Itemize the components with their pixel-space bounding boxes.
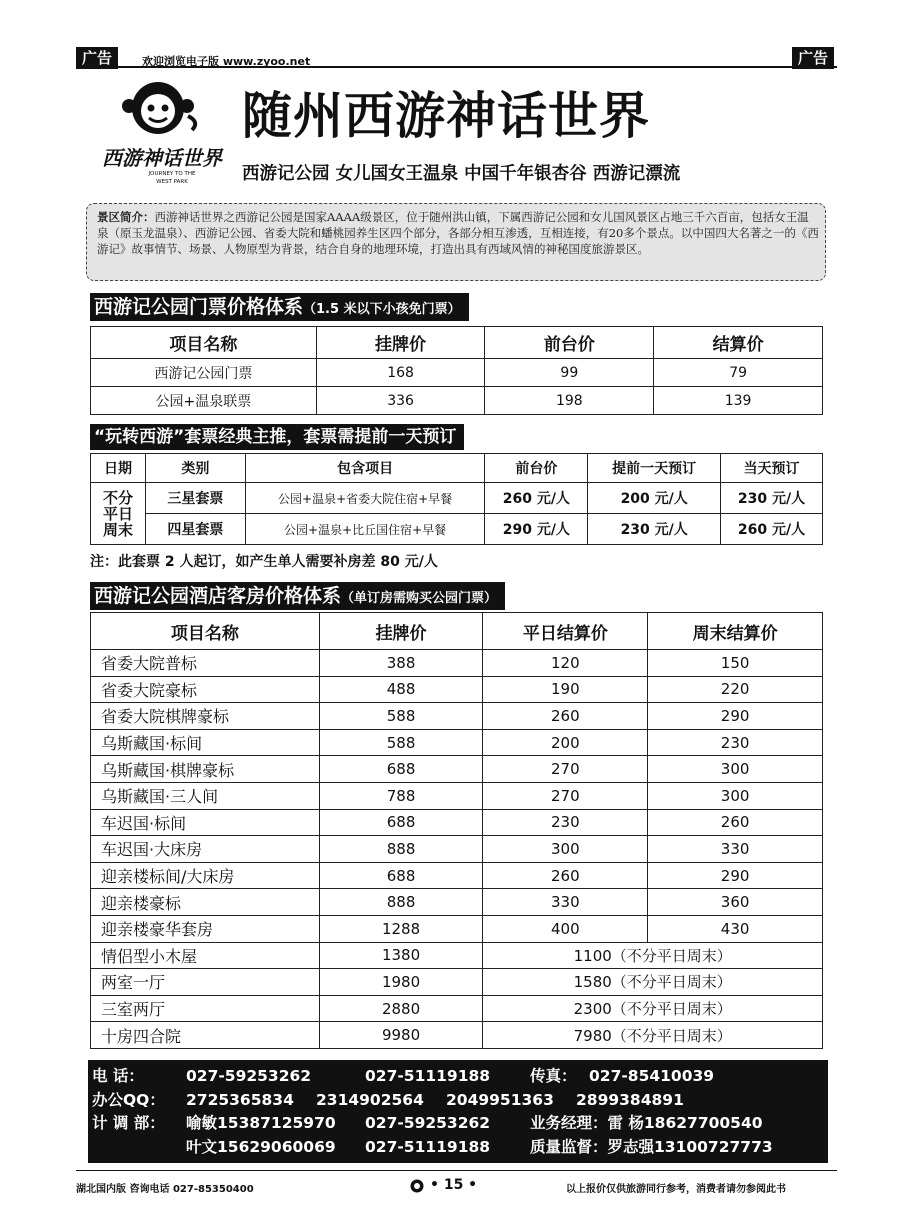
table-row	[91, 889, 823, 916]
price-cell: 330	[483, 889, 648, 916]
park-logo	[96, 78, 224, 190]
dispatch-phone-1[interactable]: 027-59253262	[365, 1114, 491, 1132]
dispatch-contact-2[interactable]: 叶文15629060069	[186, 1137, 336, 1156]
price-cell: 290	[648, 862, 823, 889]
package-table	[90, 453, 823, 545]
site-url[interactable]: 欢迎浏览电子版 www.zyoo.net	[142, 55, 311, 68]
intro-box	[86, 203, 826, 281]
ticket-table	[90, 326, 823, 415]
price-cell: 9980	[319, 1022, 483, 1049]
table-row	[91, 862, 823, 889]
contact-row-phone	[92, 1065, 828, 1089]
price-cell: 2880	[319, 995, 483, 1022]
price-cell: 2300（不分平日周末）	[483, 995, 823, 1022]
price-cell: 230	[483, 809, 648, 836]
room-name-cell: 乌斯藏国·三人间	[91, 782, 320, 809]
hotel-title: 西游记公园酒店客房价格体系	[94, 585, 342, 607]
package-section-title: “玩转西游”套票经典主推，套票需提前一天预订	[90, 424, 464, 450]
quality-supervisor[interactable]: 质量监督：罗志强13100727773	[530, 1137, 773, 1156]
room-name-cell: 省委大院棋牌豪标	[91, 703, 320, 730]
header-cell: 提前一天预订	[588, 454, 721, 483]
table-cell: 168	[316, 359, 485, 387]
business-manager[interactable]: 业务经理：雷 杨18627700540	[530, 1114, 763, 1132]
table-cell: 三星套票	[145, 483, 245, 514]
footer-left: 湖北国内版 咨询电话 027-85350400	[76, 1184, 254, 1195]
room-name-cell: 十房四合院	[91, 1022, 320, 1049]
qq-number-3[interactable]: 2049951363	[446, 1090, 554, 1109]
table-row	[91, 756, 823, 783]
price-cell: 150	[648, 650, 823, 677]
table-row	[91, 969, 823, 996]
ticket-note: （1.5 米以下小孩免门票）	[303, 302, 461, 317]
table-cell: 230 元/人	[721, 483, 823, 514]
header-cell: 类别	[145, 454, 245, 483]
qq-number-1[interactable]: 2725365834	[186, 1090, 294, 1109]
header-cell: 前台价	[485, 454, 588, 483]
ticket-section-title	[90, 293, 469, 321]
price-cell: 388	[319, 650, 483, 677]
page-emblem-icon	[410, 1178, 424, 1192]
price-cell: 430	[648, 915, 823, 942]
phone-label: 电 话：	[92, 1067, 144, 1085]
table-cell: 西游记公园门票	[91, 359, 317, 387]
price-cell: 688	[319, 862, 483, 889]
date-cell: 不分平日周末	[91, 483, 146, 545]
package-header-row	[91, 454, 823, 483]
table-row	[91, 514, 823, 545]
room-name-cell: 迎亲楼豪标	[91, 889, 320, 916]
table-cell: 99	[485, 359, 654, 387]
price-cell: 290	[648, 703, 823, 730]
room-name-cell: 乌斯藏国·棋牌豪标	[91, 756, 320, 783]
price-cell: 688	[319, 756, 483, 783]
subtitle: 西游记公园 女儿国女王温泉 中国千年银杏谷 西游记漂流	[242, 164, 681, 184]
fax-label: 传真：	[530, 1067, 577, 1085]
table-row	[91, 782, 823, 809]
intro-label: 景区简介：	[97, 210, 155, 224]
room-name-cell: 省委大院豪标	[91, 676, 320, 703]
price-cell: 1980	[319, 969, 483, 996]
price-cell: 260	[483, 703, 648, 730]
ad-label-right: 广告	[792, 47, 834, 69]
room-name-cell: 省委大院普标	[91, 650, 320, 677]
price-cell: 200	[483, 729, 648, 756]
table-cell: 公园+温泉联票	[91, 387, 317, 415]
header-cell: 结算价	[654, 327, 823, 359]
table-row	[91, 676, 823, 703]
ticket-title: 西游记公园门票价格体系	[94, 296, 304, 318]
header-cell: 当天预订	[721, 454, 823, 483]
intro-text: 西游神话世界之西游记公园是国家AAAA级景区，位于随州洪山镇，下属西游记公园和女儿国风景区占地三千六百亩，包括女王温泉（原玉龙温泉）、西游记公园、省委大院和蟠桃园养生区四个部分，各部分相互渗透，互相连接，有20多个景点。以中国四大名著之一的《西游记》故事情节、场景、人物原型为背景，结合自身的地理环境，打造出具有西域风情的神秘国度旅游景区。	[97, 210, 819, 256]
table-row	[91, 995, 823, 1022]
price-cell: 400	[483, 915, 648, 942]
table-cell: 79	[654, 359, 823, 387]
package-footnote: 注：此套票 2 人起订，如产生单人需要补房差 80 元/人	[90, 554, 438, 570]
header-cell: 日期	[91, 454, 146, 483]
price-cell: 888	[319, 836, 483, 863]
price-cell: 688	[319, 809, 483, 836]
page-number: • 15 •	[430, 1177, 478, 1193]
dispatch-phone-2[interactable]: 027-51119188	[365, 1137, 491, 1156]
ad-label-left: 广告	[76, 47, 118, 69]
header-cell: 前台价	[485, 327, 654, 359]
hotel-table	[90, 612, 823, 1049]
header-cell: 项目名称	[91, 327, 317, 359]
phone-number-2[interactable]: 027-51119188	[365, 1067, 491, 1085]
room-name-cell: 迎亲楼豪华套房	[91, 915, 320, 942]
ticket-header-row	[91, 327, 823, 359]
header-cell: 项目名称	[91, 613, 320, 650]
contact-box	[88, 1060, 828, 1163]
room-name-cell: 乌斯藏国·标间	[91, 729, 320, 756]
room-name-cell: 三室两厅	[91, 995, 320, 1022]
logo-text: 西游神话世界	[102, 146, 222, 170]
price-cell: 270	[483, 782, 648, 809]
table-row	[91, 483, 823, 514]
header-cell: 平日结算价	[483, 613, 648, 650]
logo-english: JOURNEY TO THE WEST PARK	[148, 171, 196, 185]
header-cell: 周末结算价	[648, 613, 823, 650]
dispatch-label: 计 调 部：	[92, 1114, 165, 1132]
table-cell: 198	[485, 387, 654, 415]
price-cell: 788	[319, 782, 483, 809]
table-cell: 230 元/人	[588, 514, 721, 545]
table-row	[91, 729, 823, 756]
phone-number-1[interactable]: 027-59253262	[186, 1067, 312, 1085]
table-cell: 336	[316, 387, 485, 415]
table-cell: 四星套票	[145, 514, 245, 545]
price-cell: 1580（不分平日周末）	[483, 969, 823, 996]
room-name-cell: 情侣型小木屋	[91, 942, 320, 969]
room-name-cell: 迎亲楼标间/大床房	[91, 862, 320, 889]
price-cell: 190	[483, 676, 648, 703]
table-cell: 公园+温泉+省委大院住宿+早餐	[245, 483, 485, 514]
price-cell: 120	[483, 650, 648, 677]
price-cell: 888	[319, 889, 483, 916]
table-cell: 290 元/人	[485, 514, 588, 545]
price-cell: 260	[648, 809, 823, 836]
table-row	[91, 359, 823, 387]
contact-row-dispatch-2	[92, 1136, 828, 1160]
hotel-header-row	[91, 613, 823, 650]
qq-number-2[interactable]: 2314902564	[316, 1090, 424, 1109]
price-cell: 230	[648, 729, 823, 756]
price-cell: 1100（不分平日周末）	[483, 942, 823, 969]
table-row	[91, 942, 823, 969]
table-cell: 139	[654, 387, 823, 415]
dispatch-contact-1[interactable]: 喻敏15387125970	[186, 1114, 336, 1132]
table-row	[91, 650, 823, 677]
footer-right: 以上报价仅供旅游同行参考，消费者请勿参阅此书	[566, 1184, 786, 1195]
table-row	[91, 387, 823, 415]
table-cell: 260 元/人	[485, 483, 588, 514]
contact-row-dispatch	[92, 1112, 828, 1136]
qq-label: 办公QQ：	[92, 1090, 165, 1109]
price-cell: 488	[319, 676, 483, 703]
price-cell: 7980（不分平日周末）	[483, 1022, 823, 1049]
table-row	[91, 915, 823, 942]
price-cell: 300	[648, 756, 823, 783]
hotel-section-title	[90, 582, 505, 610]
header-cell: 挂牌价	[319, 613, 483, 650]
table-cell: 200 元/人	[588, 483, 721, 514]
page-title: 随州西游神话世界	[242, 87, 650, 145]
price-cell: 360	[648, 889, 823, 916]
table-row	[91, 836, 823, 863]
price-cell: 270	[483, 756, 648, 783]
table-cell: 公园+温泉+比丘国住宿+早餐	[245, 514, 485, 545]
table-cell: 260 元/人	[721, 514, 823, 545]
contact-row-qq	[92, 1089, 828, 1113]
header-cell: 包含项目	[245, 454, 485, 483]
price-cell: 300	[648, 782, 823, 809]
header-rule	[76, 66, 837, 68]
table-row	[91, 703, 823, 730]
price-cell: 588	[319, 729, 483, 756]
room-name-cell: 车迟国·标间	[91, 809, 320, 836]
price-cell: 220	[648, 676, 823, 703]
room-name-cell: 两室一厅	[91, 969, 320, 996]
table-row	[91, 1022, 823, 1049]
room-name-cell: 车迟国·大床房	[91, 836, 320, 863]
price-cell: 330	[648, 836, 823, 863]
price-cell: 1288	[319, 915, 483, 942]
qq-number-4[interactable]: 2899384891	[576, 1090, 684, 1109]
price-cell: 260	[483, 862, 648, 889]
footer-rule	[76, 1170, 837, 1171]
fax-number[interactable]: 027-85410039	[589, 1067, 715, 1085]
price-cell: 1380	[319, 942, 483, 969]
header-cell: 挂牌价	[316, 327, 485, 359]
price-cell: 588	[319, 703, 483, 730]
table-row	[91, 809, 823, 836]
price-cell: 300	[483, 836, 648, 863]
hotel-note: （单订房需购买公园门票）	[341, 591, 498, 606]
